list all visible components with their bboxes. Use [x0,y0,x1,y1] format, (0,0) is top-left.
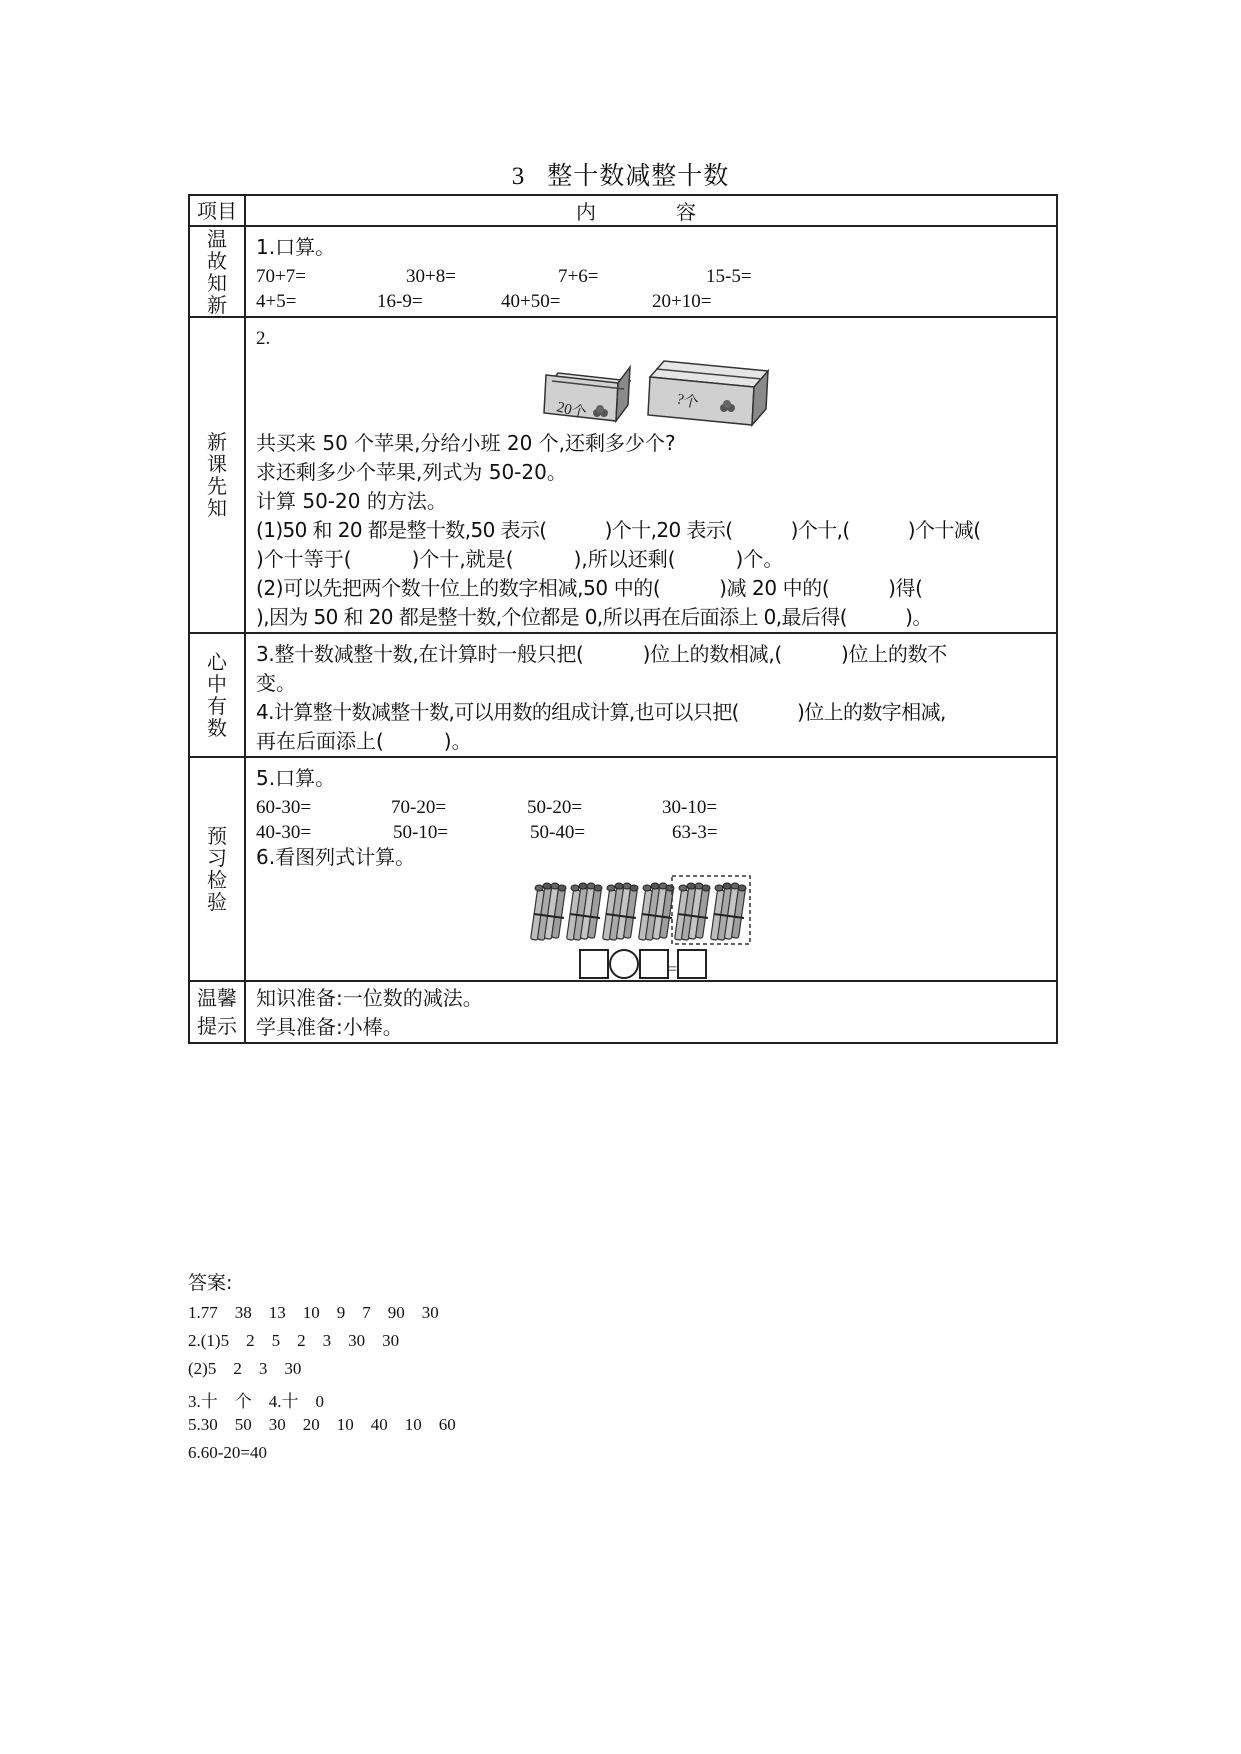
page-title [0,156,1241,192]
new-line: )个十等于( )个十,就是( ),所以还剩( )个。 [256,547,784,571]
review-row [189,226,1057,317]
operator-circle[interactable] [610,950,638,978]
tips-row [189,981,1057,1043]
new-line: (1)50 和 20 都是整十数,50 表示( )个十,20 表示( )个十,( )个十减( [256,518,981,542]
new-label-char: 先 [207,474,227,498]
review-row1 [256,262,1046,287]
header-content: 内 容 [245,195,1057,226]
review-row2 [256,287,1046,312]
box-unknown [648,361,768,425]
sticks-illustration [256,872,1066,980]
answer-line: 5.30 50 30 20 10 40 10 60 [188,1415,456,1434]
mind-line: 3.整十数减整十数,在计算时一般只把( )位上的数相减,( )位上的数不 [256,642,948,666]
new-content [245,317,1057,633]
tips-line: 学具准备:小棒。 [256,1015,403,1039]
check-label [189,757,245,981]
calc-item: 50-20= [527,797,583,818]
calc-item: 7+6= [558,266,599,287]
calc-item: 30-10= [662,797,718,818]
box-20-label: 20个 [555,399,589,423]
new-label-char: 新 [207,430,227,454]
mind-label-char: 有 [207,694,227,718]
apple-boxes-figure [256,353,1046,429]
tips-label-line: 提示 [197,1014,237,1038]
new-line: ),因为 50 和 20 都是整十数,个位都是 0,所以再在后面添上 0,最后得( )。 [256,605,932,629]
mind-label-char: 数 [207,716,227,740]
review-label-char: 新 [207,292,227,317]
calc-item: 50-40= [530,822,586,843]
header-row [189,195,1057,226]
equals-sign: = [668,961,678,978]
review-label-char: 温 [207,226,227,251]
q5-title: 5.口算。 [256,766,336,790]
answers-title: 答案: [188,1272,233,1294]
answer-box-2[interactable] [640,950,668,978]
title-number: 3 [511,163,526,190]
box-unknown-label: ?个 [675,391,700,413]
check-label-char: 检 [207,868,227,892]
new-line: 计算 50-20 的方法。 [256,489,447,513]
q2-title: 2. [256,328,271,349]
review-label-char: 知 [207,270,227,295]
answers-section [188,1268,456,1471]
calc-item: 70-20= [391,797,447,818]
review-label-char: 故 [207,248,227,273]
stick-bundle-2 [567,883,602,940]
answer-line: 1.77 38 13 10 9 7 90 30 [188,1303,439,1322]
new-label-char: 课 [207,452,227,476]
mind-line: 变。 [256,671,296,695]
new-line: 共买来 50 个苹果,分给小班 20 个,还剩多少个? [256,431,676,455]
new-line: 求还剩多少个苹果,列式为 50-20。 [256,460,567,484]
q1-title: 1.口算。 [256,235,336,259]
review-content [245,226,1057,317]
sticks-figure [256,872,1046,980]
calc-item: 4+5= [256,291,297,312]
check-row2 [256,818,1046,843]
check-content [245,757,1057,981]
stick-bundle-3 [603,883,638,940]
check-label-char: 验 [207,890,227,914]
mind-label [189,633,245,757]
tips-content [245,981,1057,1043]
answer-line: 2.(1)5 2 5 2 3 30 30 [188,1331,400,1350]
calc-item: 20+10= [652,291,712,312]
new-line: (2)可以先把两个数十位上的数字相减,50 中的( )减 20 中的( )得( [256,576,923,600]
stick-bundle-4 [639,883,674,940]
answer-box-1[interactable] [580,950,608,978]
stick-bundle-1 [531,883,566,940]
worksheet-table [188,194,1058,1044]
calc-item: 30+8= [406,266,456,287]
calc-item: 40+50= [501,291,561,312]
calc-item: 60-30= [256,797,312,818]
answer-line: (2)5 2 3 30 [188,1359,302,1378]
new-label [189,317,245,633]
calc-item: 50-10= [393,822,449,843]
calc-item: 15-5= [706,266,752,287]
apple-boxes-illustration [256,353,1066,429]
title-text: 整十数减整十数 [547,161,730,190]
calc-item: 70+7= [256,266,306,287]
check-row [189,757,1057,981]
new-label-char: 知 [207,496,227,520]
mind-row [189,633,1057,757]
review-label [189,226,245,317]
header-item: 项目 [189,195,245,226]
calc-item: 63-3= [672,822,718,843]
q6-title: 6.看图列式计算。 [256,845,416,869]
answer-box-3[interactable] [678,950,706,978]
mind-label-char: 中 [207,672,227,696]
mind-line: 4.计算整十数减整十数,可以用数的组成计算,也可以只把( )位上的数字相减, [256,700,946,724]
check-row1 [256,793,1046,818]
tips-label [189,981,245,1043]
stick-bundle-5 [675,883,710,940]
calc-item: 16-9= [377,291,423,312]
mind-content [245,633,1057,757]
answer-line: 6.60-20=40 [188,1443,267,1462]
stick-bundle-6 [711,883,746,940]
mind-label-char: 心 [207,650,227,674]
mind-line: 再在后面添上( )。 [256,729,472,753]
tips-label-line: 温馨 [197,986,237,1010]
tips-line: 知识准备:一位数的减法。 [256,986,483,1010]
box-20 [544,367,630,422]
check-label-char: 习 [207,846,227,870]
answer-line: 3.十 个 4.十 0 [188,1392,324,1411]
check-label-char: 预 [207,824,227,848]
new-row [189,317,1057,633]
calc-item: 40-30= [256,822,312,843]
